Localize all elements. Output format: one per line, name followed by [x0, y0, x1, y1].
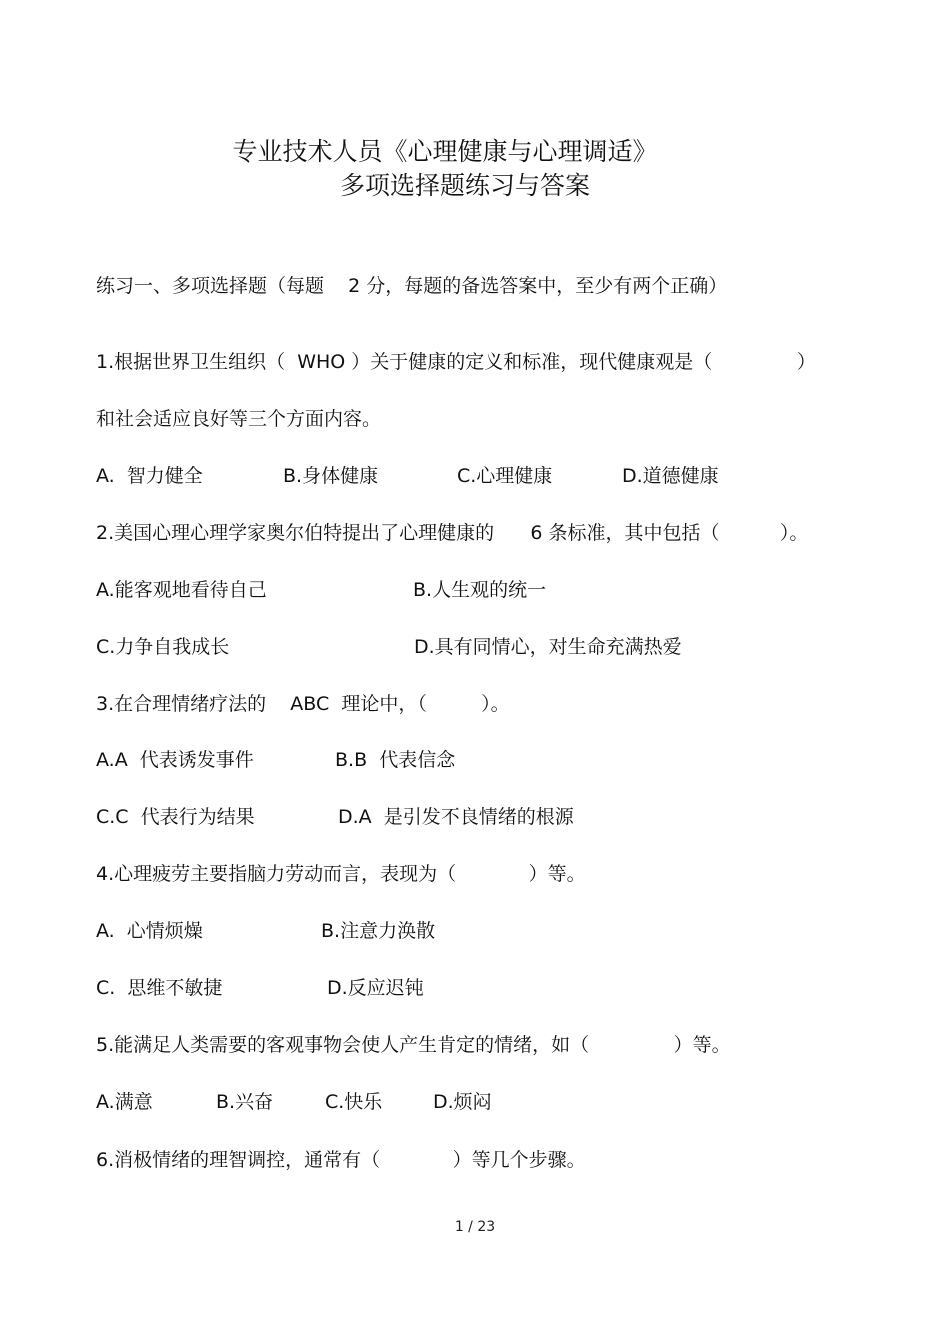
question-1-option-a: A. 智力健全: [96, 465, 203, 487]
document-title-line-2: 多项选择题练习与答案: [339, 171, 590, 200]
section-heading: 练习一、多项选择题（每题 2 分，每题的备选答案中，至少有两个正确）: [96, 275, 728, 297]
question-5-text: 5.能满足人类需要的客观事物会使人产生肯定的情绪，如（ ）等。: [96, 1034, 731, 1056]
question-3-option-a: A.A 代表诱发事件: [96, 749, 254, 771]
question-4-option-c: C. 思维不敏捷: [96, 977, 223, 999]
question-5-option-b: B.兴奋: [216, 1091, 274, 1113]
question-1-option-b: B.身体健康: [283, 465, 379, 487]
question-3-option-c: C.C 代表行为结果: [96, 806, 255, 828]
question-2-text: 2.美国心理心理学家奥尔伯特提出了心理健康的 6 条标准，其中包括（ ）。: [96, 522, 809, 544]
question-4-option-a: A. 心情烦燥: [96, 920, 203, 942]
question-5-option-c: C.快乐: [325, 1091, 383, 1113]
question-5-option-d: D.烦闷: [433, 1091, 492, 1113]
document-title-line-1: 专业技术人员《心理健康与心理调适》: [232, 137, 658, 166]
question-2-option-b: B.人生观的统一: [413, 579, 547, 601]
question-6-text: 6.消极情绪的理智调控，通常有（ ）等几个步骤。: [96, 1149, 586, 1171]
question-1-continuation: 和社会适应良好等三个方面内容。: [96, 408, 382, 430]
question-4-text: 4.心理疲劳主要指脑力劳动而言，表现为（ ）等。: [96, 863, 586, 885]
question-1-text: 1.根据世界卫生组织（ WHO ）关于健康的定义和标准，现代健康观是（ ）: [96, 351, 816, 373]
question-3-option-b: B.B 代表信念: [335, 749, 456, 771]
question-3-text: 3.在合理情绪疗法的 ABC 理论中，（ ）。: [96, 693, 510, 715]
question-5-option-a: A.满意: [96, 1091, 153, 1113]
question-2-option-d: D.具有同情心，对生命充满热爱: [414, 636, 682, 658]
question-4-option-d: D.反应迟钝: [327, 977, 424, 999]
question-3-option-d: D.A 是引发不良情绪的根源: [338, 806, 574, 828]
question-1-option-d: D.道德健康: [622, 465, 719, 487]
question-4-option-b: B.注意力涣散: [321, 920, 436, 942]
question-1-option-c: C.心理健康: [457, 465, 553, 487]
question-2-option-a: A.能客观地看待自己: [96, 579, 267, 601]
page-indicator: 1 / 23: [454, 1219, 496, 1235]
question-2-option-c: C.力争自我成长: [96, 636, 230, 658]
